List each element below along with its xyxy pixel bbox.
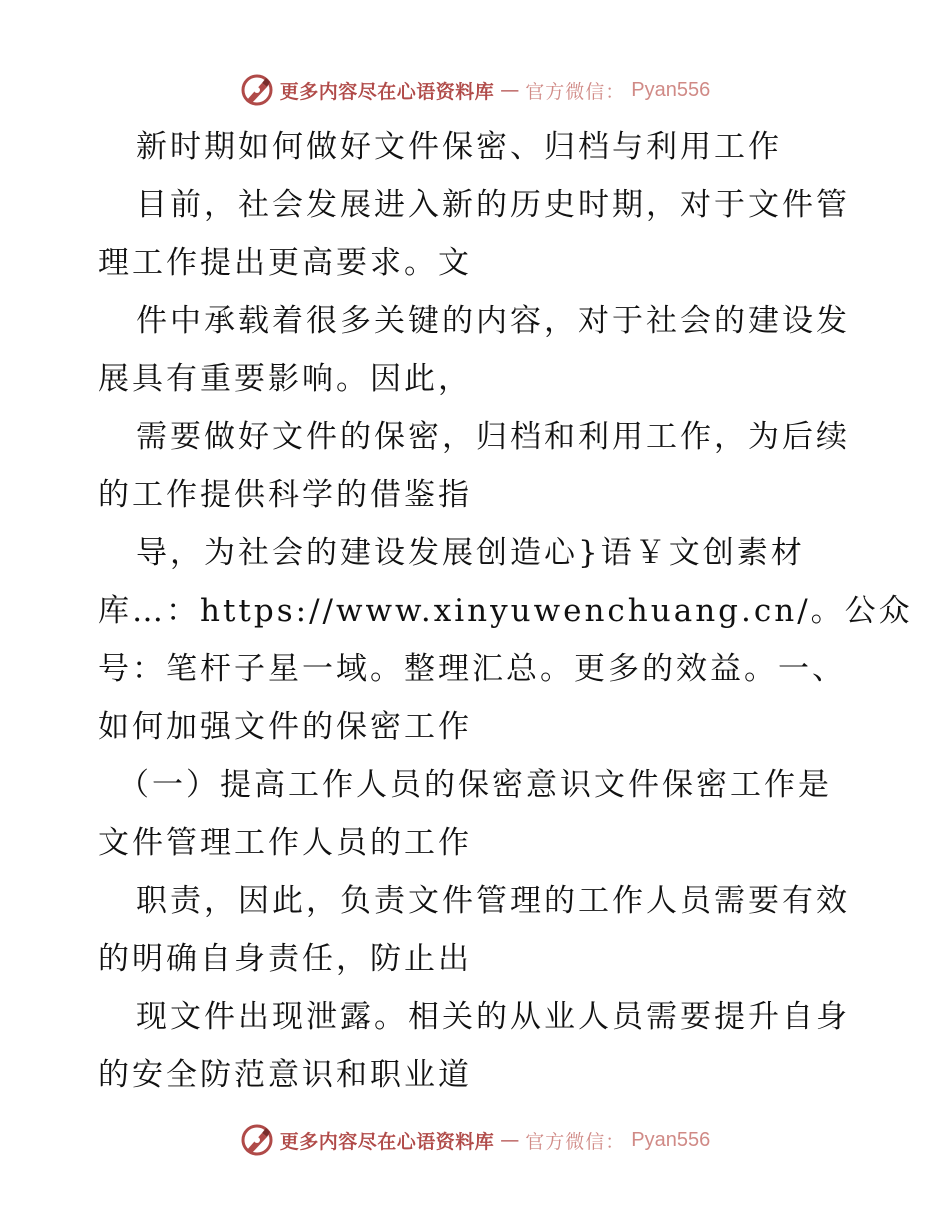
footer-banner (0, 1120, 950, 1160)
footer-wechat-label: 官方微信： (525, 1130, 626, 1153)
paragraph-line: 号：笔杆子星一域。整理汇总。更多的效益。一、 (98, 651, 846, 687)
paragraph-line: 导，为社会的建设发展创造心}语￥文创素材 (136, 535, 805, 571)
section-heading: 如何加强文件的保密工作 (98, 709, 472, 745)
footer-dash: — (500, 1129, 520, 1151)
header-wechat-id: Pyan556 (631, 78, 711, 101)
paragraph-line: 需要做好文件的保密，归档和利用工作，为后续 (136, 419, 850, 455)
header-dash: — (500, 79, 520, 101)
paragraph-line: 件中承载着很多关键的内容，对于社会的建设发 (136, 303, 850, 339)
document-title: 新时期如何做好文件保密、归档与利用工作 (136, 129, 782, 165)
header-banner (0, 70, 950, 110)
pen-logo-icon (240, 1123, 274, 1157)
footer-promo-text: 更多内容尽在心语资料库 (279, 1130, 495, 1153)
paragraph-line: 展具有重要影响。因此， (98, 361, 472, 397)
paragraph-line: 目前，社会发展进入新的历史时期，对于文件管 (136, 187, 850, 223)
header-promo-text: 更多内容尽在心语资料库 (279, 80, 495, 103)
paragraph-line: 现文件出现泄露。相关的从业人员需要提升自身 (136, 999, 850, 1035)
paragraph-line: 的明确自身责任，防止出 (98, 941, 472, 977)
pen-logo-icon (240, 73, 274, 107)
footer-wechat-id: Pyan556 (631, 1128, 711, 1151)
paragraph-line: 文件管理工作人员的工作 (98, 825, 472, 861)
paragraph-line: 的工作提供科学的借鉴指 (98, 477, 472, 513)
header-wechat-label: 官方微信： (525, 80, 626, 103)
paragraph-line: 理工作提出更高要求。文 (98, 245, 472, 281)
paragraph-line: 职责，因此，负责文件管理的工作人员需要有效 (136, 883, 850, 919)
paragraph-line: 的安全防范意识和职业道 (98, 1057, 472, 1093)
paragraph-line: 库…：https://www.xinyuwenchuang.cn/。公众 (98, 593, 913, 629)
subsection-heading: （一）提高工作人员的保密意识文件保密工作是 (118, 767, 832, 803)
